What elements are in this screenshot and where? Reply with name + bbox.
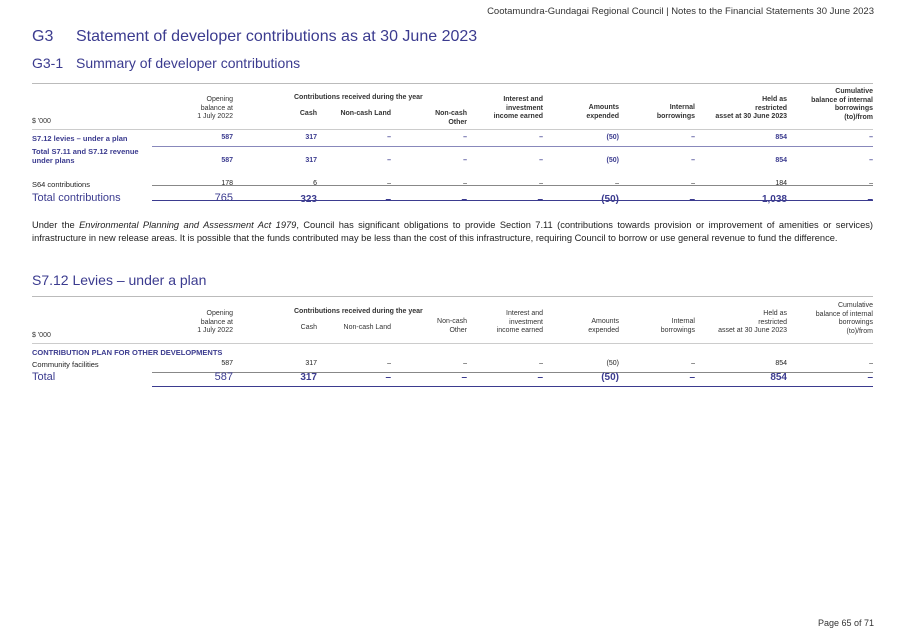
row-label: S64 contributions: [32, 180, 90, 189]
cell-amounts: –: [615, 180, 619, 187]
col-group-contributions: Contributions received during the year: [294, 94, 423, 101]
section-title: [32, 55, 300, 71]
col-interest: Interest and investment income earned: [496, 310, 543, 334]
col-noncash-land: Non-cash Land: [340, 110, 391, 117]
total-noncash-land: –: [385, 194, 391, 205]
table1-body: [32, 134, 873, 208]
cell-cumulative: –: [869, 134, 873, 141]
total-amounts: (50): [601, 372, 619, 383]
total-row: [32, 372, 873, 386]
cell-amounts: (50): [606, 360, 619, 367]
cell-cumulative: –: [869, 180, 873, 187]
cell-cumulative: –: [869, 157, 873, 164]
col-internal-borrowings: Internal borrowings: [656, 104, 695, 120]
cell-noncash-land: –: [387, 360, 391, 367]
page-title: [32, 28, 477, 46]
total-row: [32, 194, 873, 208]
total-amounts: (50): [601, 194, 619, 205]
header-rule: [32, 129, 873, 130]
act-name: Environmental Planning and Assessment Act 1979: [79, 220, 297, 230]
header-rule: [32, 343, 873, 344]
cell-opening: 587: [221, 360, 233, 367]
col-internal-borrowings: Internal borrowings: [660, 318, 695, 334]
col-noncash-other: Non-cash Other: [437, 318, 467, 334]
total-opening: 765: [214, 192, 233, 204]
cell-opening: 587: [221, 157, 233, 164]
total-cumulative: –: [867, 372, 873, 383]
total-noncash-land: –: [385, 372, 391, 383]
total-top-rule: [152, 185, 873, 186]
col-held-restricted: Held as restricted asset at 30 June 2023: [715, 96, 787, 120]
cell-held: 184: [775, 180, 787, 187]
row-underline: [152, 146, 873, 147]
cell-held: 854: [775, 360, 787, 367]
cell-internal: –: [691, 157, 695, 164]
divider: [32, 83, 873, 84]
cell-interest: –: [539, 360, 543, 367]
cell-held: 854: [775, 157, 787, 164]
cell-noncash-other: –: [463, 134, 467, 141]
plan-heading: CONTRIBUTION PLAN FOR OTHER DEVELOPMENTS: [32, 348, 223, 357]
cell-opening: 178: [221, 180, 233, 187]
col-noncash-other: Non-cash Other: [435, 110, 467, 126]
cell-interest: –: [539, 134, 543, 141]
total-cash: 317: [300, 372, 317, 383]
cell-cash: 317: [305, 360, 317, 367]
cell-cumulative: –: [869, 360, 873, 367]
page-number: Page 65 of 71: [817, 618, 874, 628]
total-label: Total contributions: [32, 192, 121, 204]
table-row: [32, 134, 873, 146]
table-row: [32, 180, 873, 194]
unit-label: $ '000: [32, 332, 51, 339]
total-bottom-rule: [152, 200, 873, 201]
title-text: Statement of developer contributions as at 30 June 2023: [76, 28, 478, 45]
cell-internal: –: [691, 180, 695, 187]
col-opening: Opening balance at 1 July 2022: [197, 310, 233, 334]
total-label: Total: [32, 371, 56, 383]
subtitle-number: G3-1: [32, 55, 64, 71]
col-group-contributions: Contributions received during the year: [294, 308, 423, 315]
col-interest: Interest and investment income earned: [493, 96, 543, 120]
table-row: [32, 360, 873, 372]
cell-noncash-other: –: [463, 157, 467, 164]
cell-opening: 587: [221, 134, 233, 141]
total-held: 854: [770, 372, 787, 383]
unit-label: $ '000: [32, 118, 51, 125]
total-noncash-other: –: [461, 372, 467, 383]
total-bottom-rule: [152, 386, 873, 387]
row-label: Total S7.11 and S7.12 revenue under plans: [32, 147, 139, 165]
explanatory-paragraph: Under the Environmental Planning and Assessment Act 1979, Council has significant obligations to provide Section 7.11 (contributions towards provision or improvement of amenities or services) infrastructure in new release areas. It is possible that the funds contributed may be less than the cost of this infrastructure, requiring Council to borrow or use general revenue to fund the difference.: [32, 220, 873, 243]
cell-interest: –: [539, 157, 543, 164]
cell-amounts: (50): [606, 157, 619, 164]
total-cash: 323: [300, 194, 317, 205]
total-internal: –: [689, 194, 695, 205]
cell-internal: –: [691, 134, 695, 141]
total-cumulative: –: [867, 194, 873, 205]
col-noncash-land: Non-cash Land: [343, 324, 391, 331]
row-label: S7.12 levies – under a plan: [32, 134, 128, 143]
divider: [32, 296, 873, 297]
title-number: G3: [32, 28, 54, 45]
table1-column-headers: [32, 88, 873, 128]
cell-held: 854: [775, 134, 787, 141]
cell-noncash-land: –: [387, 157, 391, 164]
col-opening: Opening balance at 1 July 2022: [197, 96, 233, 120]
col-amounts-expended: Amounts expended: [586, 104, 619, 120]
total-opening: 587: [214, 371, 233, 383]
subtitle-text: Summary of developer contributions: [76, 55, 301, 71]
cell-noncash-other: –: [463, 360, 467, 367]
col-cumulative-balance: Cumulative balance of internal borrowings (to)/from: [815, 302, 873, 335]
cell-noncash-land: –: [387, 180, 391, 187]
table2-column-headers: [32, 302, 873, 342]
total-held: 1,038: [761, 194, 787, 205]
total-interest: –: [537, 194, 543, 205]
plan-heading-row: [32, 348, 873, 360]
col-amounts-expended: Amounts expended: [588, 318, 619, 334]
cell-amounts: (50): [606, 134, 619, 141]
cell-noncash-other: –: [463, 180, 467, 187]
cell-cash: 317: [305, 134, 317, 141]
cell-interest: –: [539, 180, 543, 187]
col-cumulative-balance: Cumulative balance of internal borrowings (to)/from: [811, 88, 873, 121]
total-interest: –: [537, 372, 543, 383]
cell-cash: 6: [313, 180, 317, 187]
col-cash: Cash: [299, 110, 317, 117]
cell-noncash-land: –: [387, 134, 391, 141]
running-header: Cootamundra-Gundagai Regional Council | Notes to the Financial Statements 30 June 2023: [487, 6, 874, 17]
table2-body: [32, 348, 873, 386]
total-internal: –: [689, 372, 695, 383]
col-cash: Cash: [300, 324, 317, 331]
col-held-restricted: Held as restricted asset at 30 June 2023: [718, 310, 787, 334]
table-row: [32, 148, 873, 172]
section2-title: S7.12 Levies – under a plan: [32, 272, 207, 288]
cell-cash: 317: [305, 157, 317, 164]
row-label: Community facilities: [32, 360, 99, 369]
cell-internal: –: [691, 360, 695, 367]
total-noncash-other: –: [461, 194, 467, 205]
